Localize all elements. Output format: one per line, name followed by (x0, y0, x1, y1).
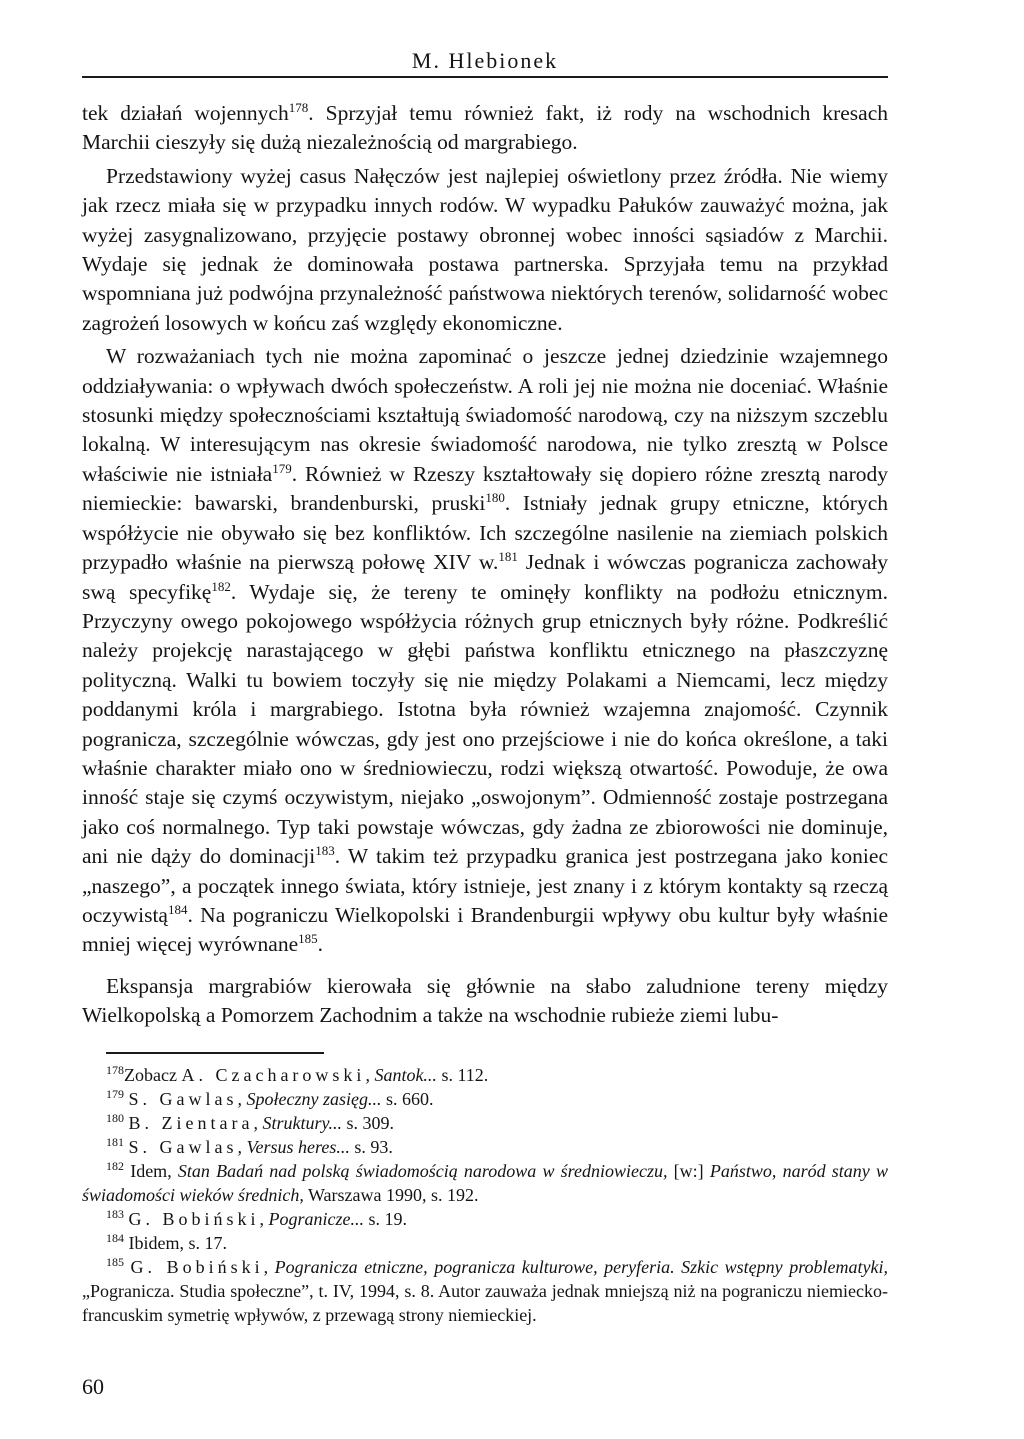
running-head: M. Hlebionek (411, 48, 559, 73)
footnotes (82, 1063, 888, 1327)
footnote-ref-178[interactable]: 178 (288, 99, 309, 115)
page-number: 60 (82, 1374, 104, 1399)
footnote-ref-182[interactable]: 182 (211, 578, 231, 594)
footnote-separator (106, 1052, 324, 1054)
paragraph-4: Ekspansja margrabiów kierowała się głównie na słabo zaludnione tereny między Wielkopolską a Pomorzem Zachodnim a także na wschodnie rubieże ziemi lubu- (82, 973, 888, 1028)
footnote-ref-179[interactable]: 179 (272, 460, 292, 476)
footnote-ref-185[interactable]: 185 (298, 931, 318, 947)
header-rule (82, 76, 888, 78)
footnote-ref-184[interactable]: 184 (167, 901, 188, 917)
paragraph-2: Przedstawiony wyżej casus Nałęczów jest najlepiej oświetlony przez źródła. Nie wiemy jak rzecz miała się w przypadku innych rodów. W wypadku Pałuków zauważyć można, jak wyżej zasygnalizowano, przyjęcie postawy obronnej wobec inności sąsiadów z Marchii. Wydaje się jednak że dominowała postawa partnerska. Sprzyjała temu na przykład wspomniana już podwójna przynależność państwowa niektórych terenów, solidarność wobec zagrożeń losowych w końcu zaś względy ekonomiczne. (82, 163, 888, 335)
main-text (82, 99, 888, 1031)
footnote-ref-180[interactable]: 180 (485, 490, 505, 506)
footnote-185: $^{185}$ G. Bobiński, Pogranicza etniczne, pogranicza kulturowe, peryferia. Szkic wstępny problematyki, „Pogranicza. Studia społeczne”, t. IV, 1994, s. 8. Autor zauważa jednak mniejszą niż na pograniczu niemiecko-francuskim symetrię wpływów, z przewagą strony niemieckiej. (82, 1255, 889, 1325)
footnote-ref-181[interactable]: 181 (498, 548, 518, 564)
paragraph-3: W rozważaniach tych nie można zapominać o jeszcze jednej dziedzinie wzajemnego oddziaływania: o wpływach dwóch społeczeństw. A roli jej nie można nie doceniać. Właśnie stosunki między społecznościami kształtują świadomość narodową, czy na niższym szczeblu lokalną. W interesującym nas okresie świadomość narodowa, nie tylko zresztą w Polsce właściwie nie istniała$^{179}$. Również w Rzeszy kształtowały się dopiero różne zresztą narody niemieckie: bawarski, brandenburski, pruski$^{180}$. Istniały jednak grupy etniczne, których współżycie nie obywało się bez konfliktów. Ich szczególne nasilenie na ziemiach polskich przypadło właśnie na pierwszą połowę XIV w.$^{181}$ Jednak i wówczas pogranicza zachowały swą specyfikę$^{182}$. Wydaje się, że tereny te ominęły konflikty na podłożu etnicznym. Przyczyny owego pokojowego współżycia różnych grup etnicznych były różne. Podkreślić należy projekcję narastającego w głębi państwa konfliktu etnicznego na płaszczyznę polityczną. Walki tu bowiem toczyły się nie między Polakami a Niemcami, lecz między poddanymi króla i margrabiego. Istotna była również wzajemna znajomość. Czynnik pogranicza, szczególnie wówczas, gdy jest ono przejściowe i nie do końca określone, a taki właśnie charakter miało ono w średniowieczu, rodzi większą otwartość. Powoduje, że owa inność staje się czymś oczywistym, niejako „oswojonym”. Odmienność zostaje postrzegana jako coś normalnego. Typ taki powstaje wówczas, gdy żadna ze zbiorowości nie dominuje, ani nie dąży do dominacji$^{183}$. W takim też przypadku granica jest postrzegana jako koniec „naszego”, a początek innego świata, który istnieje, jest znany i z którym kontakty są rzeczą oczywistą$^{184}$. Na pograniczu Wielkopolski i Brandenburgii wpływy obu kultur były właśnie mniej więcej wyrównane$^{185}$. (82, 344, 888, 957)
footnote-183: $^{183}$ G. Bobiński, Pogranicze... s. 19. (106, 1207, 408, 1229)
footnote-179: $^{179}$ S. Gawlas, Społeczny zasięg... s. 660. (106, 1087, 434, 1109)
footnote-178: $^{178}$Zobacz A. Czacharowski, Santok... s. 112. (106, 1063, 489, 1085)
paragraph-1: tek działań wojennych$^{178}$. Sprzyjał temu również fakt, iż rody na wschodnich kresach Marchii cieszyły się dużą niezależnością od margrabiego. (82, 99, 888, 155)
footnote-181: $^{181}$ S. Gawlas, Versus heres... s. 93. (106, 1135, 393, 1157)
footnote-184: $^{184}$ Ibidem, s. 17. (106, 1231, 227, 1253)
footnote-ref-183[interactable]: 183 (315, 843, 335, 858)
footnote-182: $^{182}$ Idem, Stan Badań nad polską świadomością narodowa w średniowieczu, [w:] Państwo, naród stany w świadomości wieków średnich, Warszawa 1990, s. 192. (82, 1159, 889, 1205)
footnote-180: $^{180}$ B. Zientara, Struktury... s. 309. (106, 1111, 394, 1133)
